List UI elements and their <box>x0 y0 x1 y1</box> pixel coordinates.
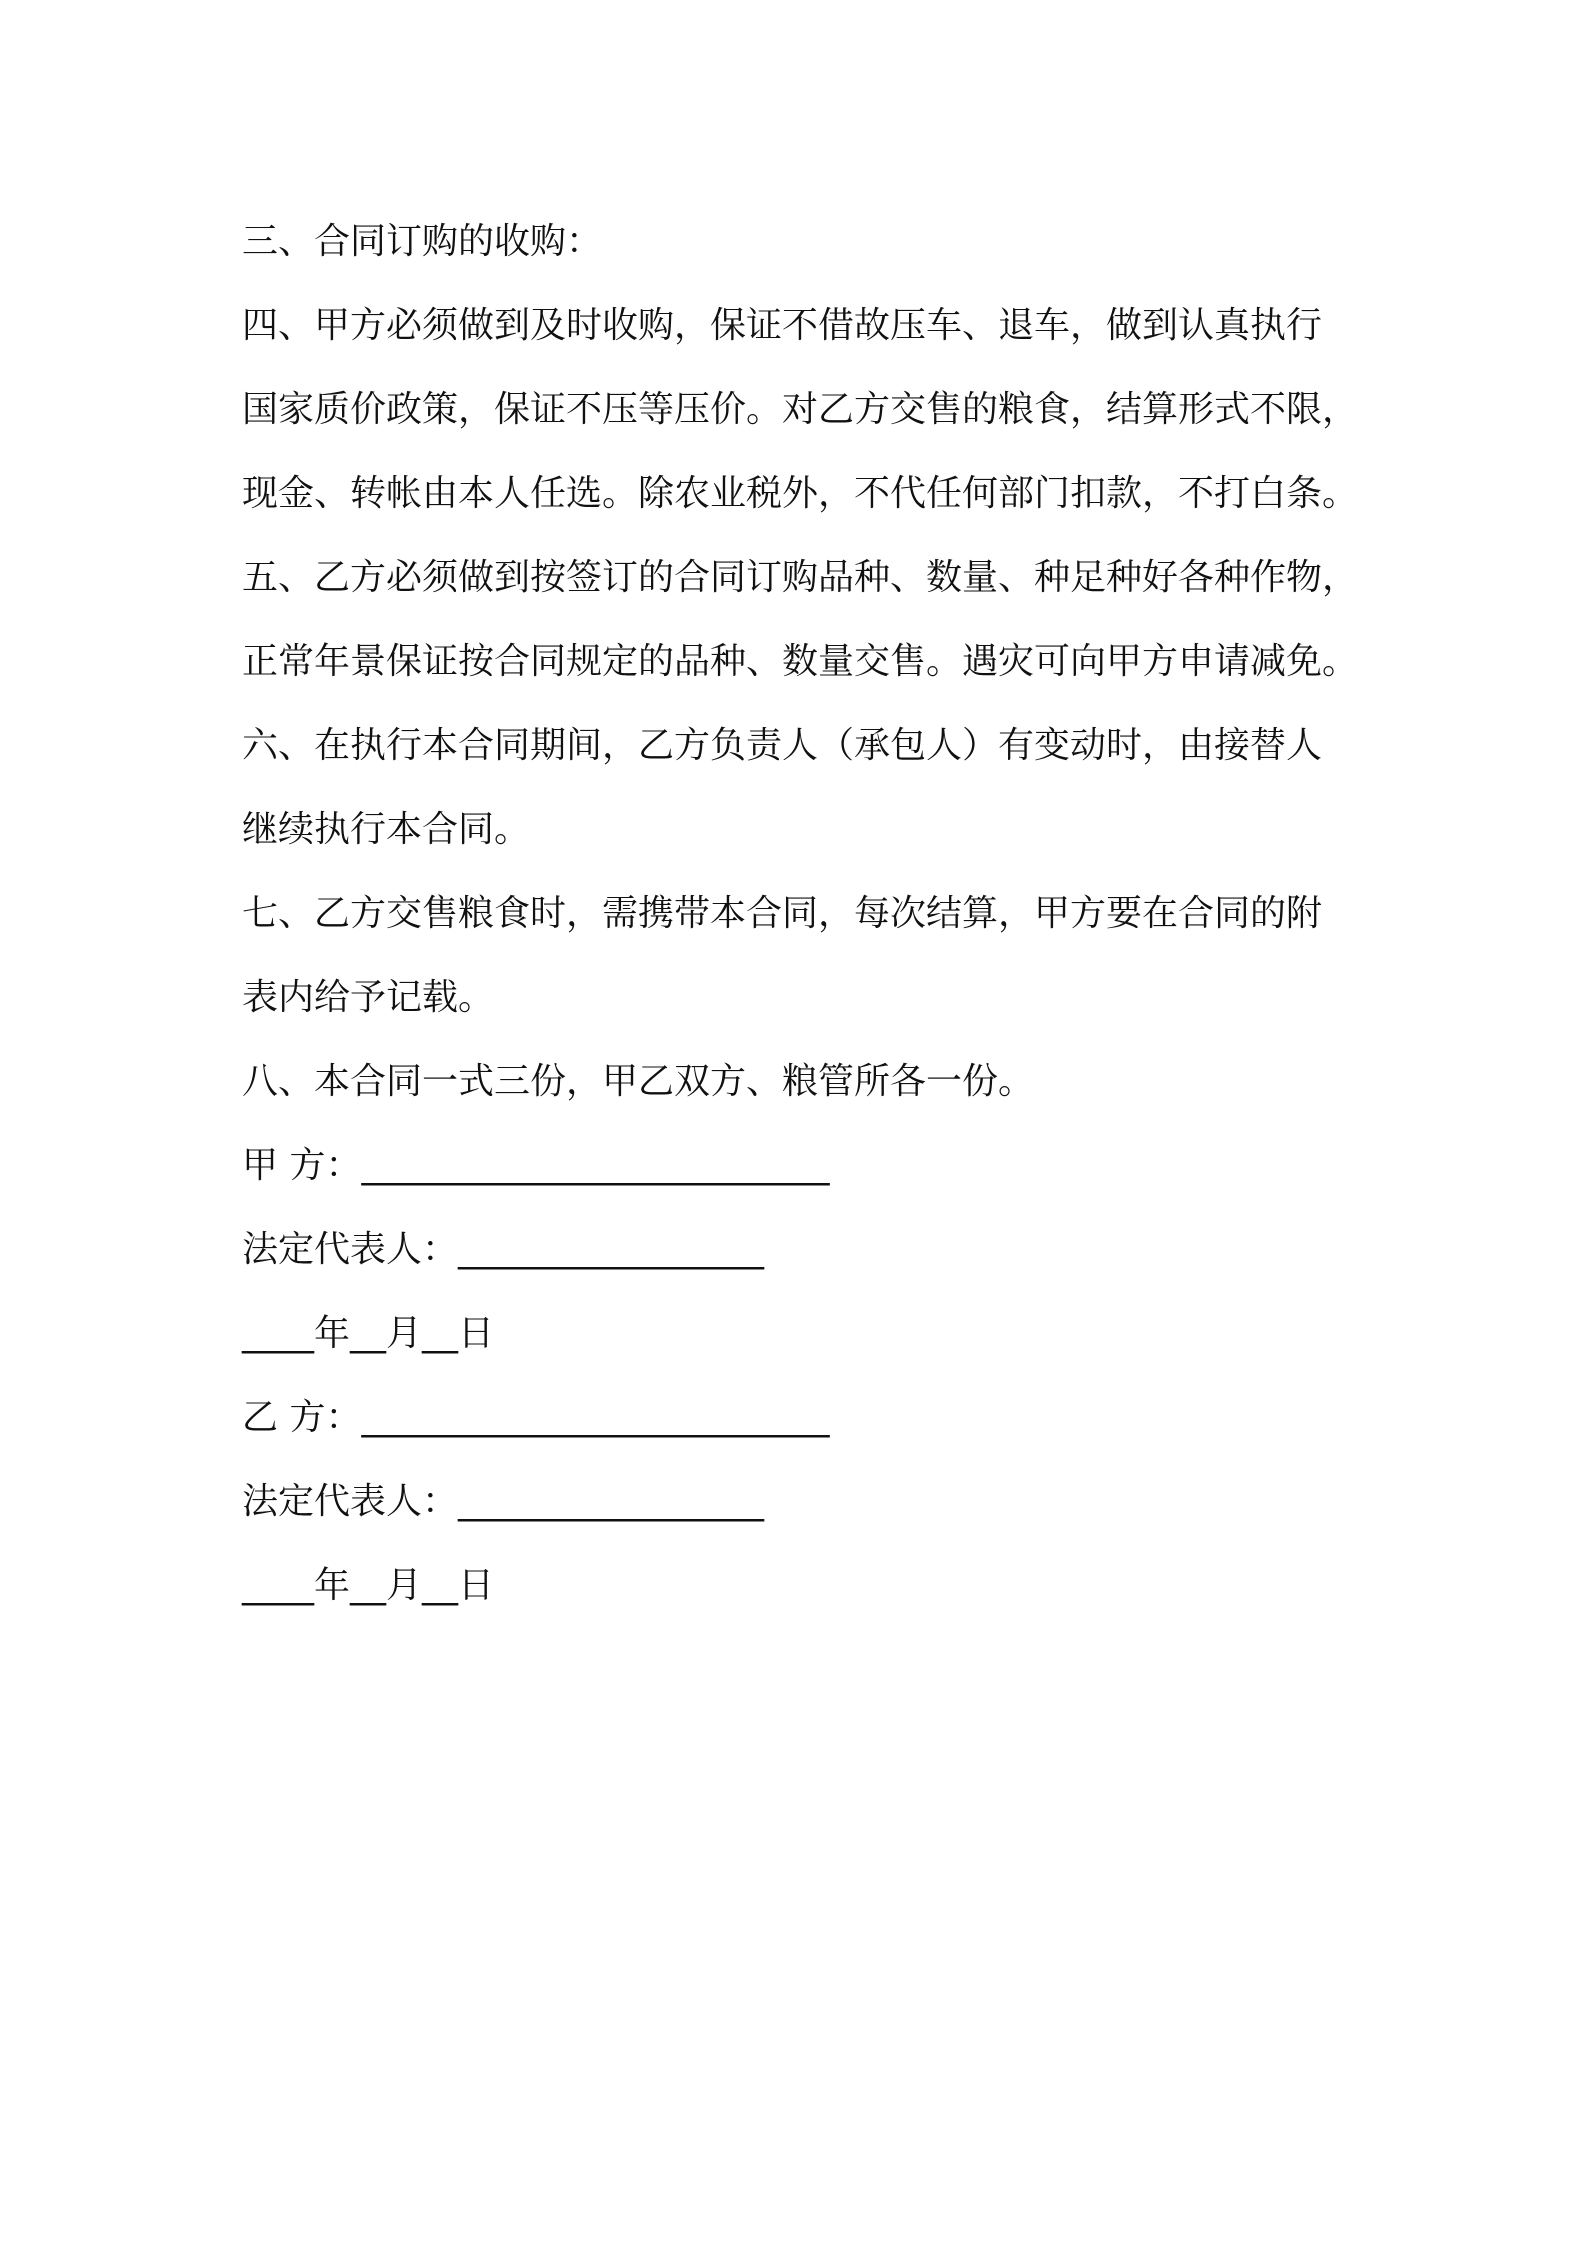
party-b-rep-blank: _________________ <box>458 1481 765 1522</box>
party-b-rep-label: 法定代表人： <box>242 1481 459 1522</box>
clause-5-line-1: 五、乙方必须做到按签订的合同订购品种、数量、种足种好各种作物， <box>242 557 1359 598</box>
clause-6-line-1: 六、在执行本合同期间，乙方负责人（承包人）有变动时，由接替人 <box>242 725 1323 766</box>
party-b-label: 乙 方： <box>242 1397 362 1438</box>
party-b-row <box>242 1376 1362 1460</box>
party-b-blank: __________________________ <box>361 1397 830 1438</box>
clause-4-line-3: 现金、转帐由本人任选。除农业税外，不代任何部门扣款，不打白条。 <box>242 473 1359 514</box>
clause-6-line-2: 继续执行本合同。 <box>242 809 531 850</box>
clause-4-line-2: 国家质价政策，保证不压等压价。对乙方交售的粮食，结算形式不限， <box>242 389 1359 430</box>
party-b-rep-row <box>242 1460 1362 1544</box>
clause-8-line: 八、本合同一式三份，甲乙双方、粮管所各一份。 <box>242 1061 1035 1102</box>
party-b-date: ____年__月__日 <box>242 1565 495 1606</box>
party-a-row <box>242 1124 1362 1208</box>
party-a-blank: __________________________ <box>361 1145 830 1186</box>
clause-5-line-2: 正常年景保证按合同规定的品种、数量交售。遇灾可向甲方申请减免。 <box>242 641 1359 682</box>
party-a-rep-label: 法定代表人： <box>242 1229 459 1270</box>
party-a-date: ____年__月__日 <box>242 1313 495 1354</box>
party-a-label: 甲 方： <box>242 1145 362 1186</box>
party-a-rep-row <box>242 1208 1362 1292</box>
contract-body <box>242 200 1362 1628</box>
clause-3-line: 三、合同订购的收购： <box>242 221 603 262</box>
clause-4-line-1: 四、甲方必须做到及时收购，保证不借故压车、退车，做到认真执行 <box>242 305 1323 346</box>
party-a-rep-blank: _________________ <box>458 1229 765 1270</box>
clause-7-line-1: 七、乙方交售粮食时，需携带本合同，每次结算，甲方要在合同的附 <box>242 893 1323 934</box>
clause-7-line-2: 表内给予记载。 <box>242 977 495 1018</box>
